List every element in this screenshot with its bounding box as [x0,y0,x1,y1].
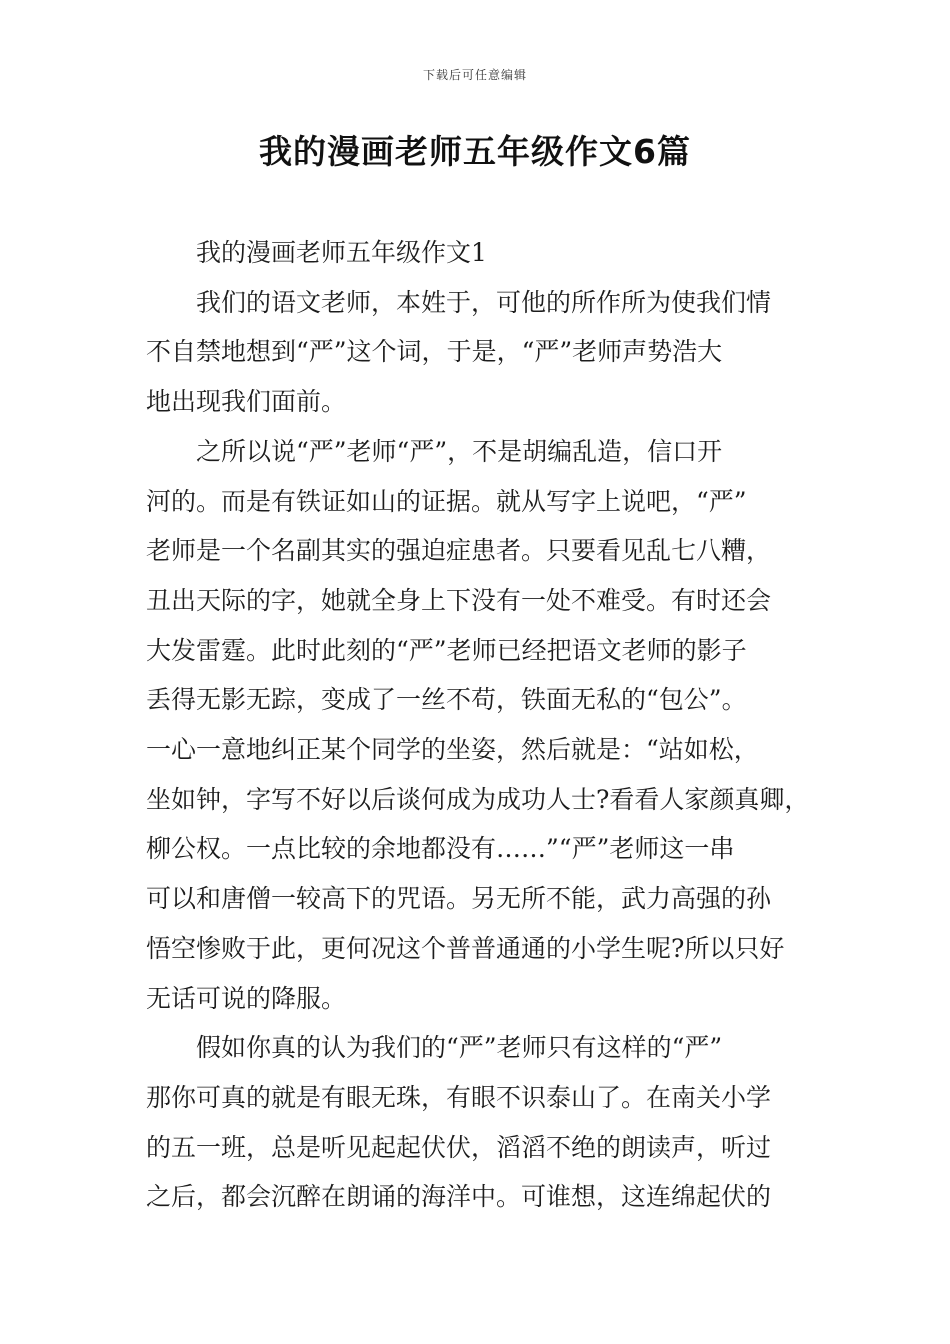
paragraph-line: 假如你真的认为我们的“严”老师只有这样的“严” [196,1033,723,1063]
paragraph-line: 大发雷霆。此时此刻的“严”老师已经把语文老师的影子 [146,635,747,665]
paragraph-line: 之后，都会沉醉在朗诵的海洋中。可谁想，这连绵起伏的 [146,1182,772,1212]
paragraph-2 [146,427,810,1023]
document-body [146,228,810,1222]
paragraph-line: 我们的语文老师，本姓于，可他的所作所为使我们情 [196,287,772,317]
paragraph-line: 一心一意地纠正某个同学的坐姿，然后就是：“站如松， [146,735,759,765]
paragraph-line: 悟空惨败于此，更何况这个普普通通的小学生呢?所以只好 [146,933,785,963]
paragraph-line: 丢得无影无踪，变成了一丝不苟，铁面无私的“包公”。 [146,685,747,715]
paragraph-line: 可以和唐僧一较高下的咒语。另无所不能，武力高强的孙 [146,884,772,914]
paragraph-line: 的五一班，总是听见起起伏伏，滔滔不绝的朗读声，听过 [146,1132,772,1162]
header-note: 下载后可任意编辑 [422,68,527,82]
paragraph-line: 不自禁地想到“严”这个词，于是，“严”老师声势浩大 [146,337,723,367]
paragraph-line: 那你可真的就是有眼无珠，有眼不识泰山了。在南关小学 [146,1082,772,1112]
paragraph-line: 地出现我们面前。 [146,387,347,417]
document-title: 我的漫画老师五年级作文6篇 [259,132,691,171]
paragraph-line: 河的。而是有铁证如山的证据。就从写字上说吧，“严” [146,486,747,516]
paragraph-line: 柳公权。一点比较的余地都没有……”“严”老师这一串 [146,834,735,864]
paragraph-line: 之所以说“严”老师“严”，不是胡编乱造，信口开 [196,436,723,466]
paragraph-line: 丑出天际的字，她就全身上下没有一处不难受。有时还会 [146,585,772,615]
paragraph-line: 坐如钟，字写不好以后谈何成为成功人士?看看人家颜真卿， [146,784,810,814]
paragraph-3 [146,1023,810,1222]
paragraph-line: 无话可说的降服。 [146,983,347,1013]
paragraph-1 [146,278,810,427]
section-heading: 我的漫画老师五年级作文1 [196,238,487,267]
paragraph-line: 老师是一个名副其实的强迫症患者。只要看见乱七八糟， [146,536,772,566]
